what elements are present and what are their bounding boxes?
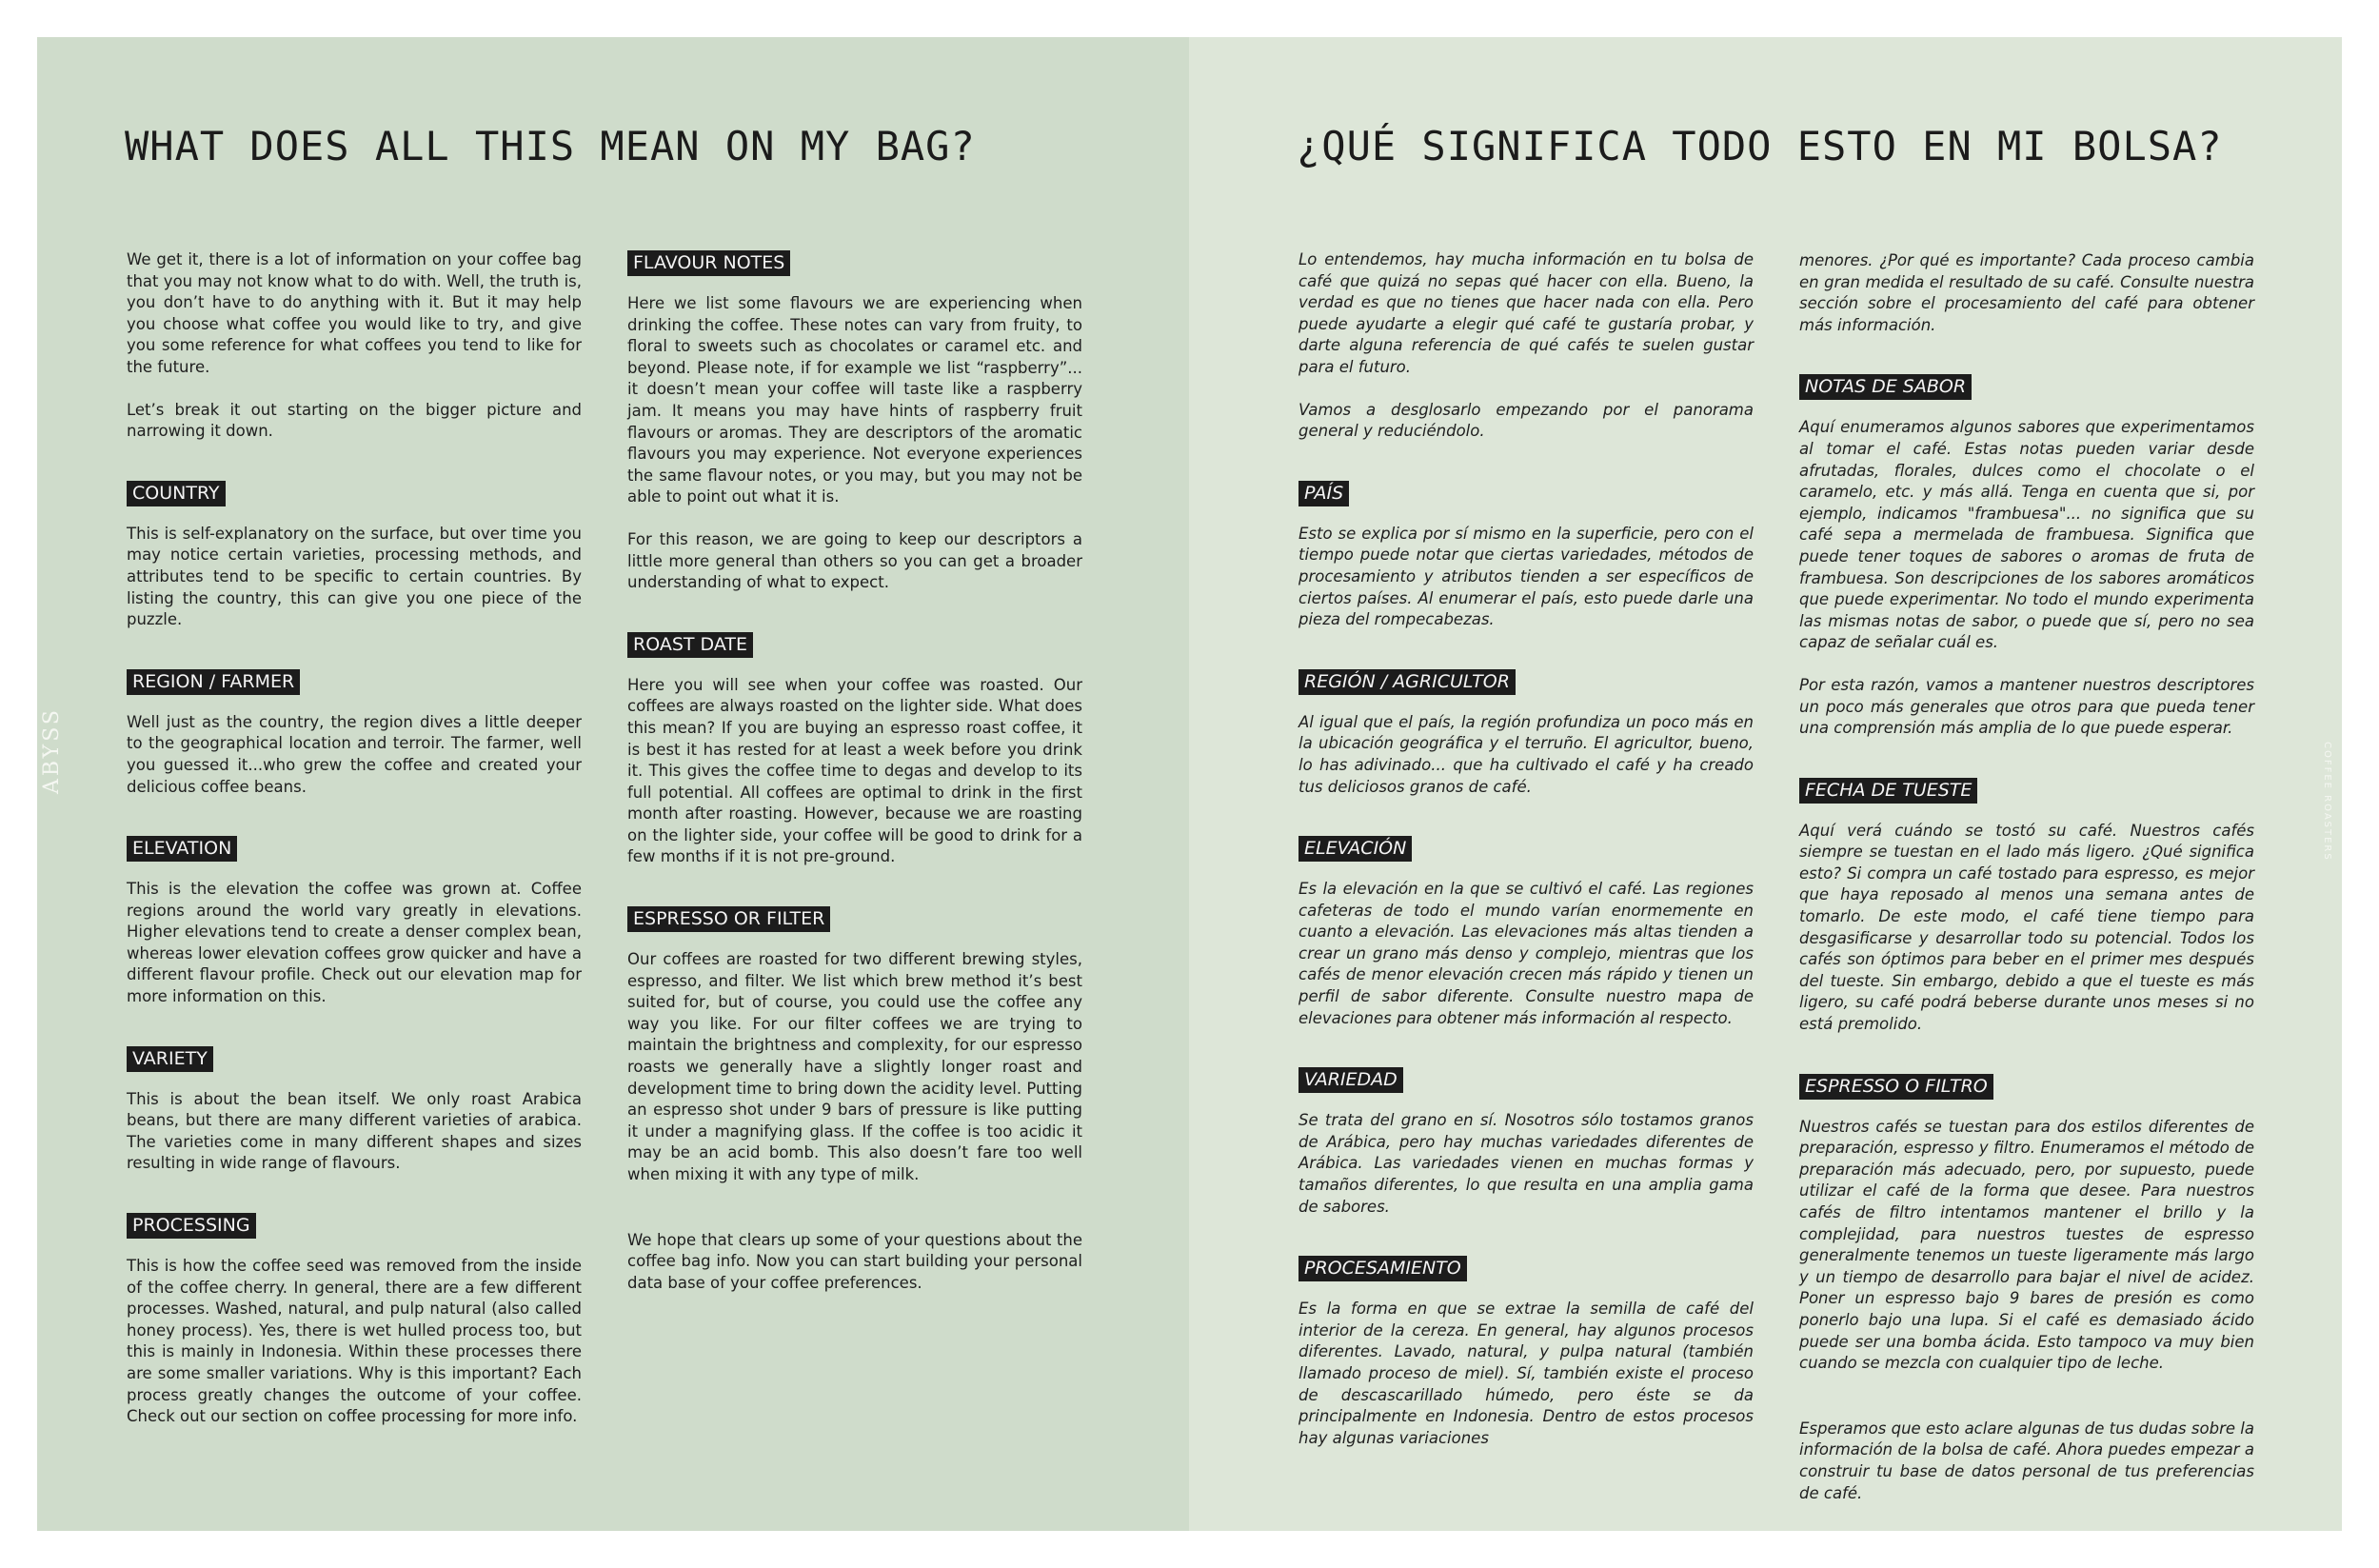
section-heading: ELEVATION bbox=[127, 836, 237, 862]
section-heading: NOTAS DE SABOR bbox=[1799, 374, 1972, 400]
section-heading: VARIETY bbox=[127, 1046, 213, 1072]
section-procesamiento bbox=[1299, 1256, 1754, 1449]
section-heading: FECHA DE TUESTE bbox=[1799, 778, 1977, 804]
section-text: Se trata del grano en sí. Nosotros sólo tostamos granos de Arábica, pero hay muchas variedades diferentes de Arábica. Las variedades vienen en muchas formas y tamaños diferentes, lo que resulta en una amplia gama de sabores. bbox=[1299, 1111, 1754, 1216]
section-text: Al igual que el país, la región profundiza un poco más en la ubicación geográfica y el terruño. El agricultor, bueno, lo has adivinado... que ha cultivado el café y ha creado tus deliciosos granos de café. bbox=[1299, 712, 1754, 796]
section-heading: REGIÓN / AGRICULTOR bbox=[1299, 669, 1516, 695]
section-heading: PROCESSING bbox=[127, 1213, 256, 1239]
section-heading: ESPRESSO OR FILTER bbox=[627, 906, 830, 932]
section-espresso-filtro bbox=[1799, 1074, 2254, 1375]
page-title: WHAT DOES ALL THIS MEAN ON MY BAG? bbox=[125, 123, 976, 169]
section-text: Our coffees are roasted for two different brewing styles, espresso, and filter. We list which brew method it’s best suited for, but of course, you could use the coffee any way you like. For our filter coffees we are trying to maintain the brightness and complexity, for our espresso roasts we generally have a slightly longer roast and development time to bring down the acidity level. Putting an espresso shot under 9 bars of pressure is like putting it under a magnifying glass. If the coffee is too acidic it may be an acid bomb. This also doesn’t fare too well when mixing it with any type of milk. bbox=[627, 950, 1082, 1183]
section-region-agricultor bbox=[1299, 669, 1754, 798]
section-heading: FLAVOUR NOTES bbox=[627, 250, 790, 276]
intro-paragraph: Let’s break it out starting on the bigger picture and narrowing it down. bbox=[127, 400, 582, 441]
section-heading: ELEVACIÓN bbox=[1299, 836, 1412, 862]
section-text: Well just as the country, the region dives a little deeper to the geographical location and terroir. The farmer, well you guessed it...who grew the coffee and created your delicious coffee beans. bbox=[127, 712, 582, 796]
section-heading: REGION / FARMER bbox=[127, 669, 300, 695]
section-pais bbox=[1299, 481, 1754, 631]
section-text: Es la forma en que se extrae la semilla de café del interior de la cereza. En general, hay algunos procesos diferentes. Lavado, natural, y pulpa natural (también llamado proceso de miel). Sí, también existe el proceso de descascarillado húmedo, pero éste se da principalmente en Indonesia. Dentro de estos procesos hay algunas variaciones bbox=[1299, 1300, 1754, 1447]
brand-vertical-text: COFFEE ROASTERS bbox=[2322, 742, 2332, 862]
section-country bbox=[127, 481, 582, 631]
section-elevation bbox=[127, 836, 582, 1008]
section-flavour-notes bbox=[627, 250, 1082, 594]
section-text: Aquí enumeramos algunos sabores que experimentamos al tomar el café. Estas notas pueden variar desde afrutadas, florales, dulces como el chocolate o el caramelo, etc. y más allá. Tenga en cuenta que si, por ejemplo, indicamos "frambuesa"... no significa que su café sepa a mermelada de frambuesa. Significa que puede tener toques de sabores o aromas de fruta de frambuesa. Son descripciones de los sabores aromáticos que puede experimentar. No todo el mundo experimenta las mismas notas de sabor, o puede que sí, pero no sea capaz de señalar cuál es. bbox=[1799, 418, 2254, 652]
intro-paragraph: Lo entendemos, hay mucha información en tu bolsa de café que quizá no sepas qué hacer con ella. Bueno, la verdad es que no tienes que hacer nada con ella. Pero puede ayudarte a elegir qué café te gustaría probar, y darte alguna referencia de qué cafés te suelen gustar para el futuro. bbox=[1299, 250, 1754, 376]
section-heading: PROCESAMIENTO bbox=[1299, 1256, 1467, 1281]
right-column-1 bbox=[1299, 214, 1754, 1470]
closing-paragraph: We hope that clears up some of your questions about the coffee bag info. Now you can start building your personal data base of your coffee preferences. bbox=[627, 1230, 1082, 1292]
section-text: Aquí verá cuándo se tostó su café. Nuestros cafés siempre se tuestan en el lado más ligero. ¿Qué significa esto? Si compra un café tostado para espresso, es mejor que haya reposado al menos una semana antes de tomarlo. De este modo, el café tiene tiempo para desgasificarse y desarrollar todo su potencial. Todos los cafés son óptimos para beber en el primer mes después del tueste. Sin embargo, debido a que el tueste es más ligero, su café podrá beberse durante unos meses si no está premolido. bbox=[1799, 821, 2254, 1034]
section-heading: PAÍS bbox=[1299, 481, 1349, 506]
right-column-2 bbox=[1799, 214, 2254, 1525]
section-heading: VARIEDAD bbox=[1299, 1067, 1403, 1093]
section-text: This is self-explanatory on the surface, but over time you may notice certain varieties, processing methods, and attributes tend to be specific to certain countries. By listing the country, this can give you one piece of the puzzle. bbox=[127, 524, 582, 629]
section-text: Por esta razón, vamos a mantener nuestros descriptores un poco más generales que otros para que pueda tener una comprensión más amplia de lo que puede esperar. bbox=[1799, 675, 2254, 738]
section-text: Nuestros cafés se tuestan para dos estilos diferentes de preparación, espresso y filtro. Enumeramos el método de preparación más adecuado, pero, por supuesto, puede utilizar el café de la forma que desee. Para nuestros cafés de filtro intentamos mantener el brillo y la complejidad, para nuestros tuestes de espresso generalmente tenemos un tueste ligeramente más largo y un tiempo de desarrollo para bajar el nivel de acidez. Poner un espresso bajo 9 bares de presión es como ponerlo bajo una lupa. Si el café es demasiado ácido puede ser una bomba ácida. Esto tampoco va muy bien cuando se mezcla con cualquier tipo de leche. bbox=[1799, 1117, 2254, 1373]
continued-paragraph: menores. ¿Por qué es importante? Cada proceso cambia en gran medida el resultado de su café. Consulte nuestra sección sobre el procesamiento del café para obtener más información. bbox=[1799, 251, 2254, 334]
brand-vertical-text: ABYSS bbox=[40, 707, 64, 794]
intro-paragraph: We get it, there is a lot of information on your coffee bag that you may not know what to do with. Well, the truth is, you don’t have to do anything with it. But it may help you choose what coffee you would like to try, and give you some reference for what coffees you tend to like for the future. bbox=[127, 250, 582, 376]
section-heading: COUNTRY bbox=[127, 481, 226, 506]
section-variety bbox=[127, 1046, 582, 1175]
section-notas-sabor bbox=[1799, 374, 2254, 739]
section-text: Esto se explica por sí mismo en la superficie, pero con el tiempo puede notar que ciertas variedades, métodos de procesamiento y atributos tienden a ser específicos de ciertos países. Al enumerar el país, esto puede darle una pieza del rompecabezas. bbox=[1299, 524, 1754, 629]
intro-paragraph: Vamos a desglosarlo empezando por el panorama general y reduciéndolo. bbox=[1299, 400, 1754, 441]
section-text: This is how the coffee seed was removed from the inside of the coffee cherry. In general, there are a few different processes. Washed, natural, and pulp natural (also called honey process). Yes, there is wet hulled process too, but this is mainly in Indonesia. Within these processes there are some smaller variations. Why is this important? Each process greatly changes the outcome of your coffee. Check out our section on coffee processing for more info. bbox=[127, 1257, 582, 1426]
section-text: This is the elevation the coffee was grown at. Coffee regions around the world vary greatly in elevations. Higher elevations tend to create a denser complex bean, whereas lower elevation coffees grow quicker and have a different flavour profile. Check out our elevation map for more information on this. bbox=[127, 880, 582, 1006]
section-variedad bbox=[1299, 1067, 1754, 1218]
section-text: Here we list some flavours we are experiencing when drinking the coffee. These notes can vary from fruity, to floral to sweets such as chocolates or caramel etc. and beyond. Please note, if for example we list “raspberry”... it doesn’t mean your coffee will taste like a raspberry jam. It means you may have hints of raspberry fruit flavours or aromas. They are descriptors of the aromatic flavours you may experience. Not everyone experiences the same flavour notes, or you may, but you may not be able to point out what it is. bbox=[627, 294, 1082, 506]
section-text: For this reason, we are going to keep our descriptors a little more general than others so you can get a broader understanding of what to expect. bbox=[627, 529, 1082, 592]
left-column-1 bbox=[127, 214, 582, 1449]
section-espresso-filter bbox=[627, 906, 1082, 1186]
page-title: ¿QUÉ SIGNIFICA TODO ESTO EN MI BOLSA? bbox=[1297, 123, 2223, 169]
section-heading: ROAST DATE bbox=[627, 632, 753, 658]
left-column-2 bbox=[627, 214, 1082, 1315]
section-elevacion bbox=[1299, 836, 1754, 1029]
section-processing bbox=[127, 1213, 582, 1428]
section-fecha-tueste bbox=[1799, 778, 2254, 1036]
section-roast-date bbox=[627, 632, 1082, 868]
closing-paragraph: Esperamos que esto aclare algunas de tus dudas sobre la información de la bolsa de café. Ahora puedes empezar a construir tu base de datos personal de tus preferencias de café. bbox=[1799, 1419, 2254, 1502]
section-text: Es la elevación en la que se cultivó el café. Las regiones cafeteras de todo el mundo varían enormemente en cuanto a elevación. Las elevaciones más altas tienden a crear un grano más denso y complejo, mientras que los cafés de menor elevación crecen más rápido y tienen un perfil de sabor diferente. Consulte nuestro mapa de elevaciones para obtener más información al respecto. bbox=[1299, 880, 1754, 1027]
section-text: This is about the bean itself. We only roast Arabica beans, but there are many different varieties of arabica. The varieties come in many different shapes and sizes resulting in wide range of flavours. bbox=[127, 1089, 582, 1173]
section-heading: ESPRESSO O FILTRO bbox=[1799, 1074, 1993, 1100]
english-page bbox=[37, 37, 1189, 1531]
section-text: Here you will see when your coffee was roasted. Our coffees are always roasted on the lighter side. What does this mean? If you are buying an espresso roast coffee, it is best it has rested for at least a week before you drink it. This gives the coffee time to degas and develop to its full potential. All coffees are optimal to drink in the first month after roasting. However, because we are roasting on the lighter side, your coffee will be good to drink for a few months if it is not pre-ground. bbox=[627, 675, 1082, 866]
spanish-page bbox=[1189, 37, 2342, 1531]
section-region-farmer bbox=[127, 669, 582, 798]
